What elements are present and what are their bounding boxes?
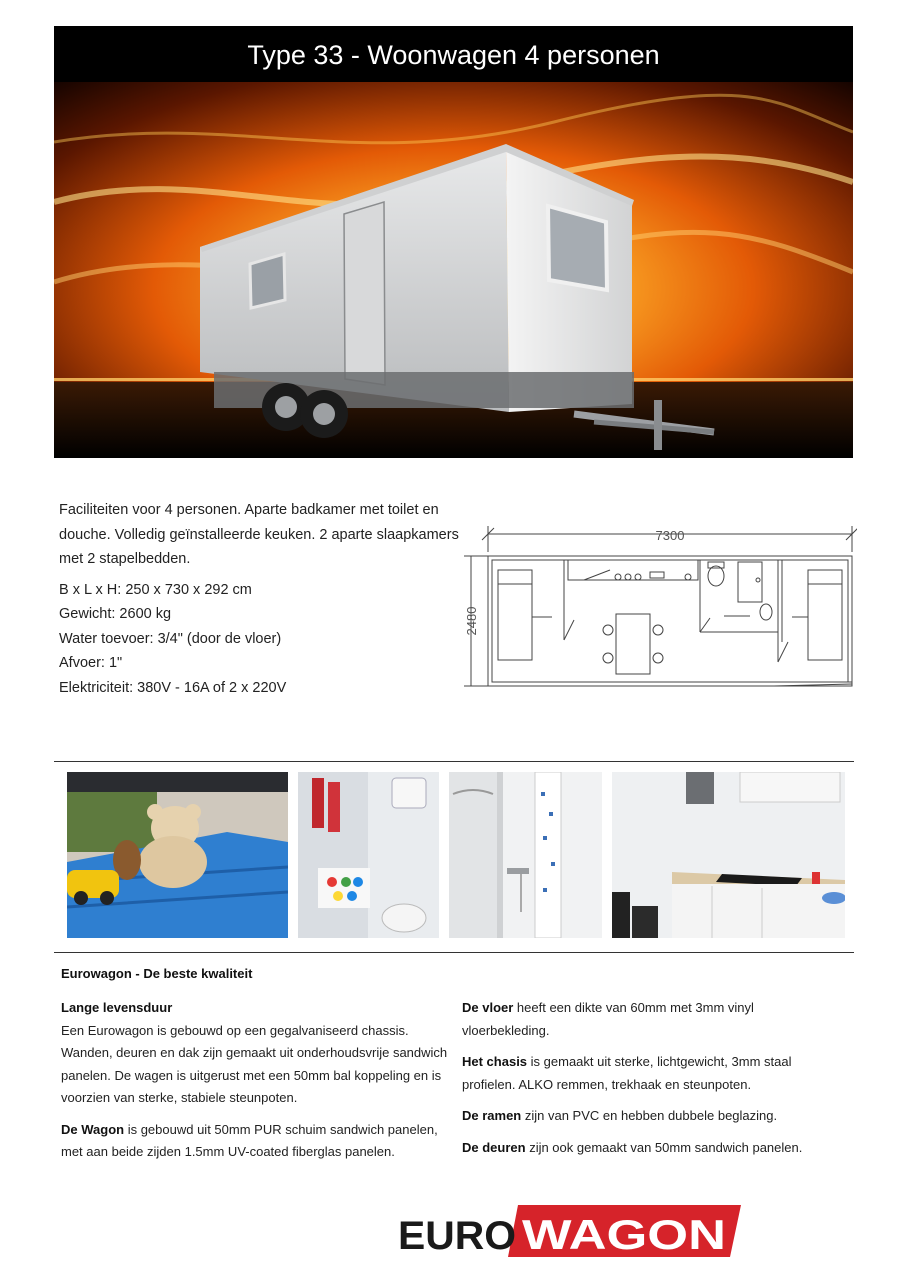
chassis-description: is gemaakt uit sterke, lichtgewicht, 3mm staal profielen. ALKO remmen, trekhaak en steunpoten.	[462, 1054, 792, 1092]
quality-left-column	[61, 997, 451, 1173]
floor-description: heeft een dikte van 60mm met 3mm vinyl vloerbekleding.	[462, 1000, 754, 1038]
logo-text-euro: EURO	[398, 1214, 516, 1258]
floor-text	[462, 997, 842, 1042]
spec-weight: Gewicht: 2600 kg	[59, 606, 172, 622]
wagon-label: De Wagon	[61, 1121, 125, 1137]
floor-plan	[462, 522, 857, 692]
wagon-construction-text	[61, 1119, 451, 1164]
windows-text	[462, 1105, 842, 1128]
spec-dimensions: B x L x H: 250 x 730 x 292 cm	[59, 581, 252, 598]
quality-right-column	[462, 997, 842, 1168]
photo-shower	[449, 772, 602, 938]
photo-kitchen	[612, 772, 845, 938]
spec-drain: Afvoer: 1"	[59, 655, 123, 671]
doors-text	[462, 1137, 842, 1160]
facilities-intro: Faciliteiten voor 4 personen. Aparte badkamer met toilet en douche. Volledig geïnstalleerde keuken. 2 aparte slaapkamers met 2 stapelbedden.	[59, 502, 459, 567]
page-title: Type 33 - Woonwagen 4 personen	[54, 26, 853, 82]
floor-label: De vloer	[462, 1000, 514, 1015]
wagon-description: is gebouwd uit 50mm PUR schuim sandwich panelen, met aan beide zijden 1.5mm UV-coated fiberglas panelen.	[61, 1121, 438, 1159]
spec-electricity: Elektriciteit: 380V - 16A of 2 x 220V	[59, 679, 287, 696]
photo-bedroom	[67, 772, 288, 938]
doors-description: zijn ook gemaakt van 50mm sandwich panelen.	[525, 1139, 803, 1155]
logo-text-wagon: WAGON	[522, 1211, 726, 1258]
hero-photo-trailer	[54, 82, 853, 458]
specifications	[59, 498, 459, 700]
eurowagon-logo	[396, 1203, 741, 1259]
longevity-heading: Lange levensduur	[61, 1000, 173, 1015]
spec-water-supply: Water toevoer: 3/4" (door de vloer)	[59, 630, 282, 647]
chassis-text	[462, 1051, 842, 1096]
floor-plan-width-label: 2480	[464, 606, 479, 636]
quality-title: Eurowagon - De beste kwaliteit	[61, 966, 253, 981]
windows-description: zijn van PVC en hebben dubbele beglazing.	[521, 1108, 778, 1123]
doors-label: De deuren	[462, 1139, 526, 1155]
divider-top	[54, 761, 854, 762]
floor-plan-length-label: 7300	[655, 528, 685, 543]
windows-label: De ramen	[462, 1108, 522, 1123]
divider-bottom	[54, 952, 854, 953]
longevity-text: Een Eurowagon is gebouwd op een gegalvaniseerd chassis. Wanden, deuren en dak zijn gemaakt uit onderhoudsvrije sandwich panelen. De wagen is uitgerust met een 50mm bal koppeling en is voorzien van sterke, stabiele steunpoten.	[61, 1022, 448, 1105]
photo-bathroom	[298, 772, 439, 938]
chassis-label: Het chasis	[462, 1054, 528, 1069]
